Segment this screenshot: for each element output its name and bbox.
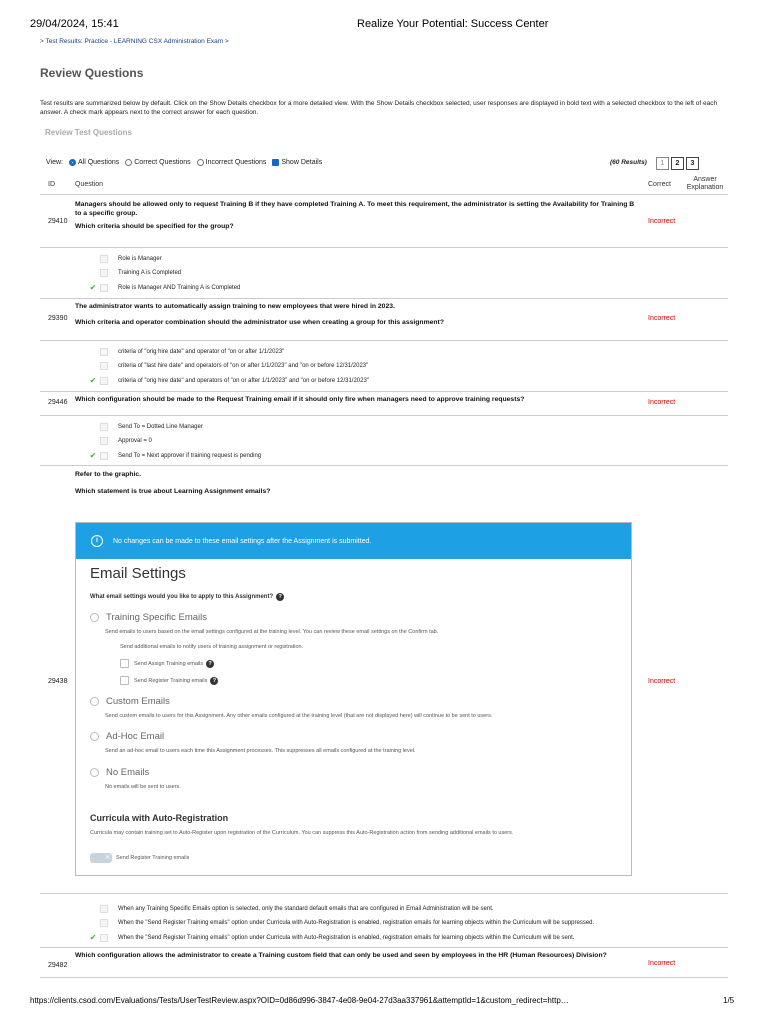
answer-checkbox — [100, 269, 108, 277]
answer-checkbox — [100, 284, 108, 292]
question-mark-icon: ? — [206, 660, 214, 668]
info-icon: i — [91, 535, 103, 547]
ad-hoc-email-option: Ad-Hoc Email — [90, 731, 164, 742]
checkmark-icon: ✔ — [89, 283, 97, 292]
checkmark-icon: ✔ — [89, 376, 97, 385]
view-label: View: — [46, 159, 63, 166]
answer-checkbox — [100, 348, 108, 356]
column-header-answer-explanation: Answer Explanation — [686, 176, 724, 191]
option-description: Send emails to users based on the email settings configured at the training level. You can review these email settings on the Confirm tab. — [105, 629, 439, 635]
email-settings-question: What email settings would you like to apply to this Assignment? ? — [90, 593, 284, 601]
curricula-section-title: Curricula with Auto-Registration — [90, 813, 229, 823]
incorrect-questions-label: Incorrect Questions — [205, 159, 267, 166]
column-header-id: ID — [48, 181, 55, 188]
answer-option: criteria of "last hire date" and operators of "on or after 1/1/2023" and "on or before 12/31/2023" — [88, 362, 368, 370]
answer-checkbox — [100, 423, 108, 431]
answer-option-correct: ✔ When the "Send Register Training emails" option under Curricula with Auto-Registration is enabled, registration emails for learning objects within the Curriculum will be sent. — [89, 933, 575, 942]
checkmark-icon: ✔ — [89, 451, 97, 460]
question-mark-icon: ? — [276, 593, 284, 601]
all-questions-radio[interactable] — [69, 159, 76, 166]
answer-option-correct: ✔ Role is Manager AND Training A is Completed — [89, 283, 241, 292]
send-assign-training-emails-checkbox: Send Assign Training emails ? — [120, 659, 214, 668]
answer-option: criteria of "orig hire date" and operator of "on or after 1/1/2023" — [88, 348, 284, 356]
show-details-checkbox[interactable] — [272, 159, 279, 166]
curricula-section-description: Curricula may contain training set to Auto-Register upon registration of the Curriculum. You can suppress this Auto-Registration action from sending additional emails to users. — [90, 830, 514, 836]
column-header-correct: Correct — [648, 181, 671, 188]
question-text: Which configuration allows the administrator to create a Training custom field that can only be used and seen by employees in the HR (Human Resources) Division? — [75, 952, 607, 959]
info-banner: i No changes can be made to these email settings after the Assignment is submitted. — [76, 523, 631, 559]
send-register-training-toggle: ✕ Send Register Training emails — [90, 853, 189, 863]
answer-checkbox — [100, 934, 108, 942]
page-title: Review Questions — [40, 66, 144, 80]
correct-questions-label: Correct Questions — [134, 159, 191, 166]
answer-checkbox — [100, 255, 108, 263]
answer-option: Approval = 0 — [88, 437, 152, 445]
print-page-title: Realize Your Potential: Success Center — [357, 18, 549, 30]
answer-option-correct: ✔ criteria of "orig hire date" and operators of "on or after 1/1/2023" and "on or before 12/31/2023" — [89, 376, 369, 385]
answer-checkbox — [100, 452, 108, 460]
print-datetime: 29/04/2024, 15:41 — [30, 18, 119, 30]
print-page-number: 1/5 — [723, 996, 735, 1005]
answer-checkbox — [100, 362, 108, 370]
option-description: Send custom emails to users for this Assignment. Any other emails configured at the training level (that are not displayed here) will continue to be sent to users. — [105, 713, 493, 719]
answer-option: Send To = Dotted Line Manager — [88, 423, 203, 431]
all-questions-label: All Questions — [78, 159, 120, 166]
intro-text: Test results are summarized below by default. Click on the Show Details checkbox for a more detailed view. With the Show Details checkbox selected, user responses are displayed in bold text with a selected checkbox to the left of each answer. A check mark appears next to the correct answer for each question. — [40, 100, 718, 116]
status-incorrect: Incorrect — [648, 218, 676, 225]
answer-checkbox — [100, 437, 108, 445]
breadcrumb[interactable]: > Test Results: Practice - LEARNING CSX Administration Exam > — [40, 38, 229, 45]
question-id: 29482 — [48, 962, 68, 969]
custom-emails-option: Custom Emails — [90, 696, 170, 707]
question-text: Managers should be allowed only to request Training B if they have completed Training A. To meet this requirement, the administrator is setting the Availability for Training B to a specific group. Which criteria should be specified for the group? — [75, 201, 635, 230]
show-details-label: Show Details — [281, 159, 323, 166]
answer-option: Training A is Completed — [88, 269, 181, 277]
status-incorrect: Incorrect — [648, 960, 676, 967]
print-footer-url: https://clients.csod.com/Evaluations/Tests/UserTestReview.aspx?OID=0d86d996-3847-4e08-9e04-27d3aa337961&attemptId=1&custom_redirect=http… — [30, 996, 569, 1005]
checkmark-icon: ✔ — [89, 933, 97, 942]
page-3-button[interactable]: 3 — [686, 157, 699, 170]
answer-option: Role is Manager — [88, 255, 162, 263]
training-specific-emails-option: Training Specific Emails — [90, 612, 207, 623]
answer-option: When any Training Specific Emails option is selected, only the standard default emails that are configured in Email Administration will be sent. — [88, 905, 494, 913]
pagination — [656, 157, 699, 170]
no-emails-option: No Emails — [90, 767, 149, 778]
answer-option: When the "Send Register Training emails" option under Curricula with Auto-Registration is enabled, registration emails for learning objects within the Curriculum will be suppressed. — [88, 919, 594, 927]
status-incorrect: Incorrect — [648, 678, 676, 685]
option-description: Send an ad-hoc email to users each time this Assignment processes. This suppresses all emails configured at the training level. — [105, 748, 416, 754]
review-subheading: Review Test Questions — [45, 128, 132, 137]
question-id: 29446 — [48, 399, 68, 406]
email-settings-graphic — [75, 522, 632, 876]
correct-questions-radio[interactable] — [125, 159, 132, 166]
question-text: Refer to the graphic. Which statement is true about Learning Assignment emails? — [75, 471, 271, 495]
answer-checkbox — [100, 377, 108, 385]
incorrect-questions-radio[interactable] — [197, 159, 204, 166]
question-id: 29438 — [48, 678, 68, 685]
results-count: (60 Results) — [610, 159, 647, 166]
page-2-button[interactable]: 2 — [671, 157, 684, 170]
question-text: Which configuration should be made to the Request Training email if it should only fire when managers need to approve training requests? — [75, 396, 525, 403]
question-id: 29390 — [48, 315, 68, 322]
view-filter-bar — [46, 159, 322, 166]
answer-checkbox — [100, 905, 108, 913]
send-register-training-emails-checkbox: Send Register Training emails ? — [120, 676, 218, 685]
page-1-button[interactable]: 1 — [656, 157, 669, 170]
status-incorrect: Incorrect — [648, 399, 676, 406]
question-id: 29410 — [48, 218, 68, 225]
option-description: No emails will be sent to users. — [105, 784, 181, 790]
question-text: The administrator wants to automatically assign training to new employees that were hired in 2023. Which criteria and operator combination should the administrator use when creating a group for this assignment? — [75, 303, 444, 326]
answer-option-correct: ✔ Send To = Next approver if training request is pending — [89, 451, 262, 460]
answer-checkbox — [100, 919, 108, 927]
question-mark-icon: ? — [210, 677, 218, 685]
status-incorrect: Incorrect — [648, 315, 676, 322]
option-description: Send additional emails to notify users of training assignment or registration. — [120, 644, 304, 650]
column-header-question: Question — [75, 181, 104, 188]
email-settings-title: Email Settings — [90, 565, 186, 582]
